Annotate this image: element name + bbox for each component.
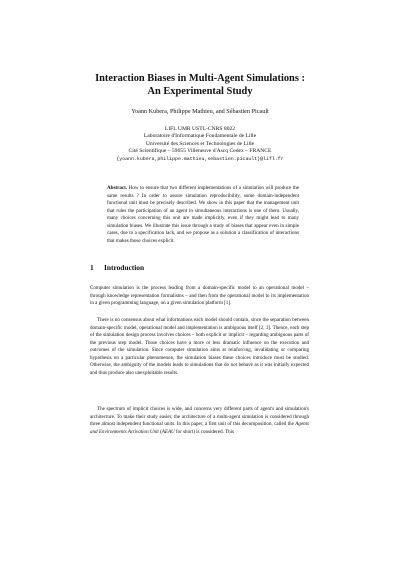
abstract-label: Abstract.	[107, 185, 128, 191]
affiliation-line: Université des Sciences et Technologies de Lille	[145, 140, 255, 147]
affiliation-line: LIFL UMR USTL-CNRS 8022	[164, 126, 236, 132]
section-heading	[90, 263, 144, 272]
abstract	[107, 185, 299, 245]
emphasized-term: Agents and Environments Activation Unit	[90, 421, 309, 435]
affiliation-line: Laboratoire d'Informatique Fondamentale de Lille	[143, 133, 257, 140]
affiliation	[40, 126, 360, 163]
title-line-1: Interaction Biases in Multi-Agent Simulations :	[95, 73, 305, 84]
body-paragraph: There is no consensus about what informations each model should contain, since the separation between domain-specific model, operational model and implementation is ambiguous itself [2, 3]. Thence, each step of the simulation design process involves choices – both explicit or implicit – regarding ambiguous parts of the previous step model. Those choices have a more or less dramatic influence on the execution and outcomes of the simulation. Since computer simulation aims at reinforcing, invalidating or comparing hypothesis on a particular phenomenon, the simulation biases these choices introduce must be studied. Otherwise, the ambiguity of the models leads to simulations that do not behave as it was initially expected and thus produce also unexploitable results.	[90, 317, 309, 376]
affiliation-line: Cité Scientifique – 59655 Villeneuve d'Ascq Cedex – FRANCE	[128, 148, 272, 155]
title-line-2: An Experimental Study	[147, 86, 253, 97]
author-emails: {yoann.kubera,philippe.mathieu,sebastien.picault}@lifl.fr	[116, 156, 284, 162]
acronym: AEAU	[161, 428, 175, 435]
paragraph-text: for short) is considered. This	[174, 428, 235, 435]
section-title: Introduction	[104, 263, 145, 272]
paragraph-text: (	[158, 428, 162, 435]
authors: Yoann Kubera, Philippe Mathieu, and Sébastien Picault	[131, 108, 269, 115]
abstract-text: How to ensure that two different implementations of a simulation will produce the same results ? In order to assure simulation reproducibility, some domain-independent functional unit must be precisely described. We show in this paper that the management unit that rules the participation of an agent in simultaneous interactions is one of them. Usually, many choices concerning this unit are made implicitly, even if they might lead to many simulation biases. We illustrate this issue through a study of biases that appear even in simple cases, due to a specification lack, and we propose as a solution a classification of interactions that makes those choices explicit.	[107, 185, 300, 244]
paper-title	[40, 72, 360, 98]
paragraph-text: The spectrum of implicit choices is wide, and concerns very different parts of agent's and simulation's architecture. To make their study easier, the architecture of a multi-agent simulation is considered through three almost independent functional units. In this paper, a first unit of this decomposition, called the	[90, 406, 309, 428]
section-number: 1	[90, 263, 94, 272]
body-paragraph	[90, 406, 309, 436]
body-paragraph: Computer simulation is the process leading from a domain-specific model to an operational model – through knowledge representation formalisms – and then from the operational model to its implementation in a given programming language, on a given simulation platform [1].	[90, 285, 309, 307]
